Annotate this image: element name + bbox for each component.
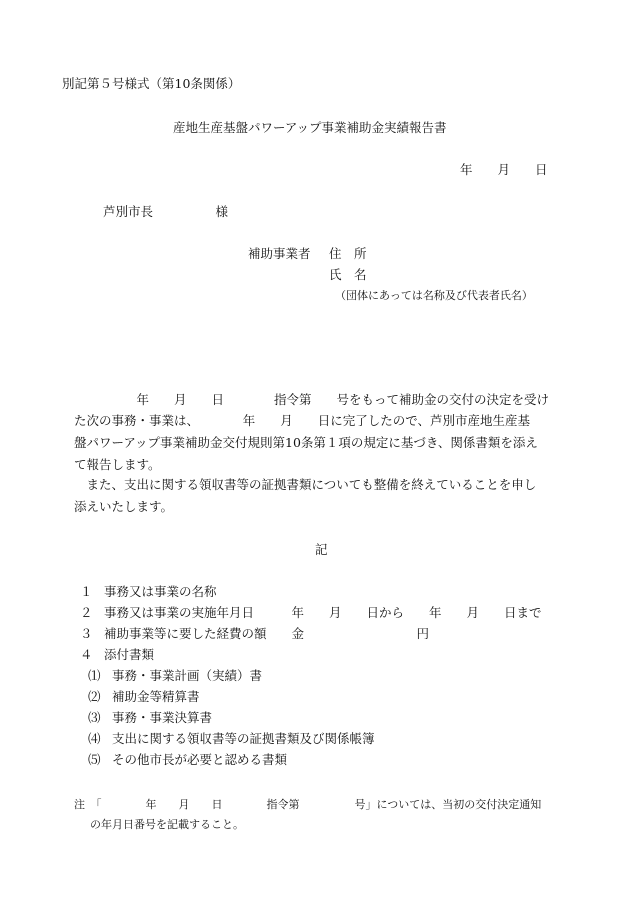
attachment-text: その他市長が必要と認める書類: [112, 752, 288, 767]
attachment-item: [88, 666, 262, 684]
footnote-line-2: の年月日番号を記載すること。: [90, 818, 244, 831]
body-line-1: 年 月 日 指令第 号をもって補助金の交付の決定を受け: [74, 392, 550, 407]
applicant-address-label: 住 所: [329, 246, 367, 261]
list-item-text: 補助事業等に要した経費の額 金 円: [104, 626, 430, 641]
body-line-6: 添えいたします。: [74, 499, 174, 514]
attachment-number: ⑵: [88, 689, 101, 704]
list-item-text: 事務又は事業の名称: [104, 584, 217, 599]
attachment-item: [88, 687, 200, 705]
list-item-number: １: [80, 584, 93, 599]
date-line: 年 月 日: [460, 162, 548, 177]
applicant-name-label: 氏 名: [329, 267, 367, 282]
list-item-number: ２: [80, 605, 93, 620]
list-item: [80, 603, 542, 621]
addressee: 芦別市長 様: [103, 204, 229, 219]
document-title: 産地生産基盤パワーアップ事業補助金実績報告書: [173, 120, 447, 135]
list-item-number: ４: [80, 647, 93, 662]
attachment-number: ⑷: [88, 731, 101, 746]
list-item-text: 添付書類: [104, 647, 155, 662]
ki-heading: 記: [315, 542, 328, 557]
body-line-4: て報告します。: [74, 457, 161, 472]
body-line-2: た次の事務・事業は、 年 月 日に完了したので、芦別市産地生産基: [74, 413, 531, 428]
list-item-number: ３: [80, 626, 93, 641]
attachment-number: ⑴: [88, 668, 101, 683]
attachment-text: 補助金等精算書: [112, 689, 200, 704]
list-item: [80, 645, 154, 663]
attachment-text: 支出に関する領収書等の証拠書類及び関係帳簿: [112, 731, 375, 746]
list-item: [80, 624, 429, 642]
footnote-line-1: 注 「 年 月 日 指令第 号」については、当初の交付決定通知: [74, 798, 542, 811]
applicant-role: 補助事業者: [248, 246, 311, 261]
attachment-text: 事務・事業決算書: [112, 710, 213, 725]
form-number: 別記第５号様式（第10条関係）: [62, 76, 241, 91]
body-line-3: 盤パワーアップ事業補助金交付規則第10条第１項の規定に基づき、関係書類を添え: [74, 435, 538, 450]
attachment-item: [88, 750, 287, 768]
applicant-note: （団体にあっては名称及び代表者氏名）: [335, 289, 533, 302]
attachment-number: ⑶: [88, 710, 101, 725]
attachment-number: ⑸: [88, 752, 101, 767]
attachment-item: [88, 729, 375, 747]
attachment-item: [88, 708, 212, 726]
list-item: [80, 582, 217, 600]
attachment-text: 事務・事業計画（実績）書: [112, 668, 263, 683]
list-item-text: 事務又は事業の実施年月日 年 月 日から 年 月 日まで: [104, 605, 542, 620]
body-line-5: また、支出に関する領収書等の証拠書類についても整備を終えていることを申し: [74, 477, 537, 492]
